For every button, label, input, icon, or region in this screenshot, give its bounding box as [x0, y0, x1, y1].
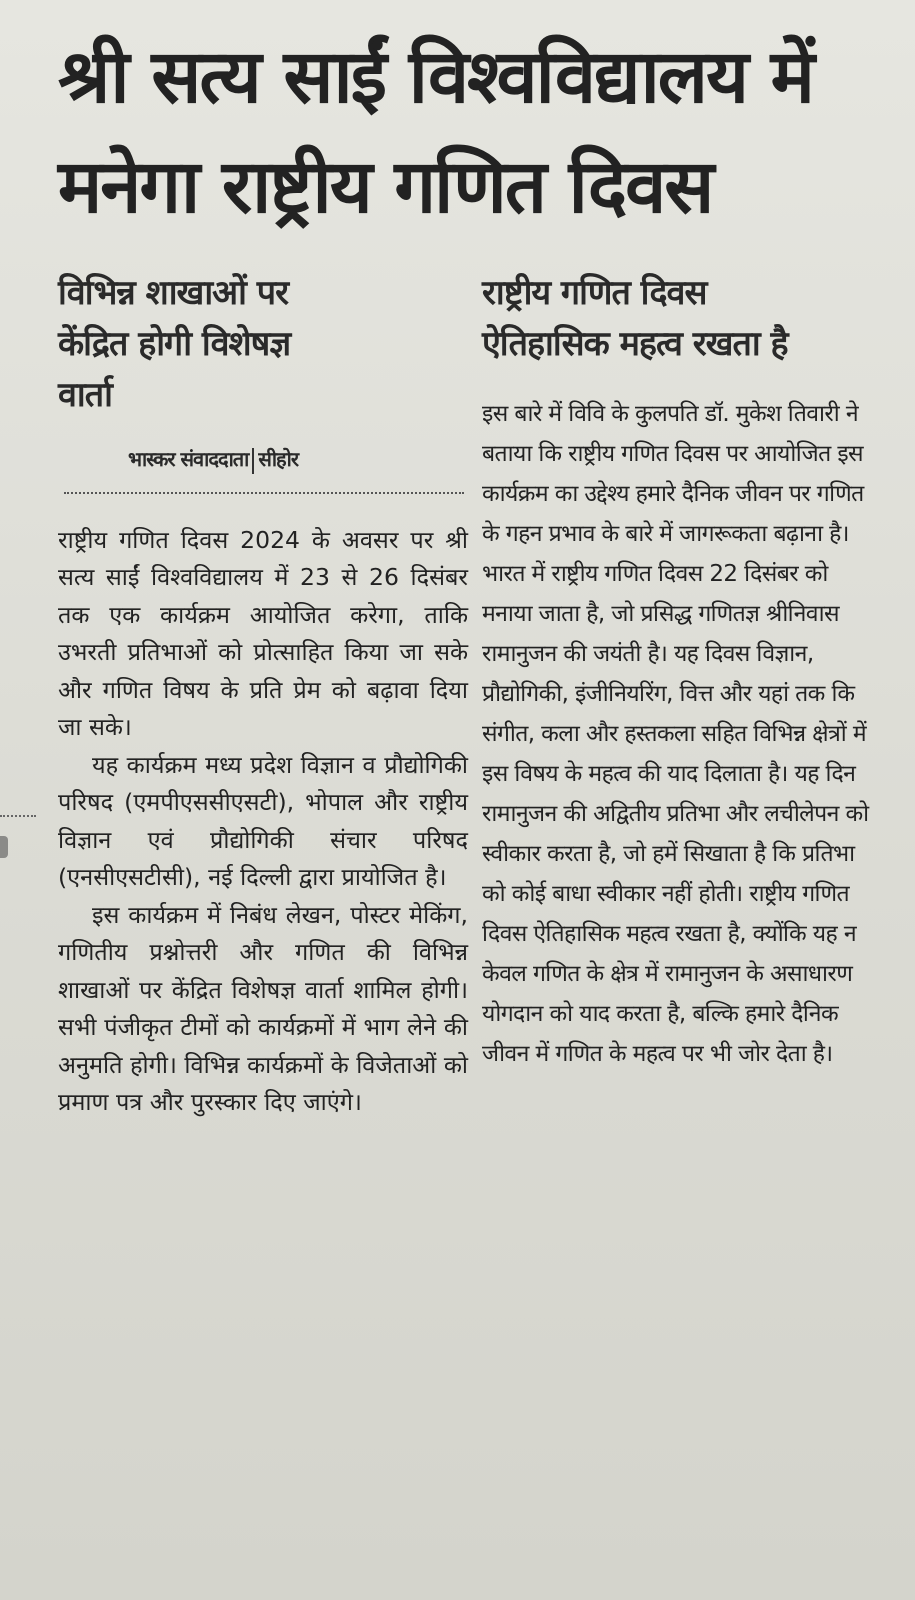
- headline: [58, 22, 908, 242]
- right-subheadline-line-2: ऐतिहासिक महत्व रखता है: [482, 324, 788, 364]
- left-subheadline-line-3: वार्ता: [58, 375, 112, 415]
- headline-line-2: मनेगा राष्ट्रीय गणित दिवस: [58, 144, 713, 230]
- left-body: [58, 522, 468, 1122]
- right-subheadline: [482, 268, 882, 370]
- edge-dotted-rule: [0, 815, 36, 817]
- left-paragraph-1: राष्ट्रीय गणित दिवस 2024 के अवसर पर श्री सत्य साईं विश्वविद्यालय में 23 से 26 दिसंबर तक एक कार्यक्रम आयोजित करेगा, ताकि उभरती प्रतिभाओं को प्रोत्साहित किया जा सके और गणित विषय के प्रति प्रेम को बढ़ावा दिया जा सके।: [58, 525, 468, 741]
- right-column: [482, 268, 882, 1074]
- left-paragraph-2: यह कार्यक्रम मध्य प्रदेश विज्ञान व प्रौद्योगिकी परिषद (एमपीएससीएसटी), भोपाल और राष्ट्रीय विज्ञान एवं प्रौद्योगिकी संचार परिषद (एनसीएसटीसी), नई दिल्ली द्वारा प्रायोजित है।: [58, 750, 468, 891]
- left-subheadline-line-1: विभिन्न शाखाओं पर: [58, 273, 288, 313]
- byline-separator: [252, 448, 254, 474]
- left-subheadline-line-2: केंद्रित होगी विशेषज्ञ: [58, 324, 291, 364]
- right-subheadline-line-1: राष्ट्रीय गणित दिवस: [482, 273, 707, 313]
- left-column: [58, 268, 468, 1122]
- left-paragraph-3: इस कार्यक्रम में निबंध लेखन, पोस्टर मेकिंग, गणितीय प्रश्नोत्तरी और गणित की विभिन्न शाखाओं पर केंद्रित विशेषज्ञ वार्ता शामिल होगी। सभी पंजीकृत टीमों को कार्यक्रमों में भाग लेने की अनुमति होगी। विभिन्न कार्यक्रमों के विजेताओं को प्रमाण पत्र और पुरस्कार दिए जाएंगे।: [58, 900, 468, 1116]
- left-subheadline: [58, 268, 468, 421]
- dotted-divider: [64, 492, 464, 494]
- byline: [128, 445, 468, 474]
- headline-line-1: श्री सत्य साईं विश्वविद्यालय में: [58, 34, 813, 120]
- byline-agency: भास्कर संवाददाता: [128, 447, 249, 471]
- right-body: [482, 394, 882, 1074]
- byline-place: सीहोर: [258, 447, 299, 471]
- edge-mark: [0, 836, 8, 858]
- right-paragraph: इस बारे में विवि के कुलपति डॉ. मुकेश तिवारी ने बताया कि राष्ट्रीय गणित दिवस पर आयोजित इस कार्यक्रम का उद्देश्य हमारे दैनिक जीवन पर गणित के गहन प्रभाव के बारे में जागरूकता बढ़ाना है। भारत में राष्ट्रीय गणित दिवस 22 दिसंबर को मनाया जाता है, जो प्रसिद्ध गणितज्ञ श्रीनिवास रामानुजन की जयंती है। यह दिवस विज्ञान, प्रौद्योगिकी, इंजीनियरिंग, वित्त और यहां तक कि संगीत, कला और हस्तकला सहित विभिन्न क्षेत्रों में इस विषय के महत्व की याद दिलाता है। यह दिन रामानुजन की अद्वितीय प्रतिभा और लचीलेपन को स्वीकार करता है, जो हमें सिखाता है कि प्रतिभा को कोई बाधा स्वीकार नहीं होती। राष्ट्रीय गणित दिवस ऐतिहासिक महत्व रखता है, क्योंकि यह न केवल गणित के क्षेत्र में रामानुजन के असाधारण योगदान को याद करता है, बल्कि हमारे दैनिक जीवन में गणित के महत्व पर भी जोर देता है।: [482, 401, 869, 1067]
